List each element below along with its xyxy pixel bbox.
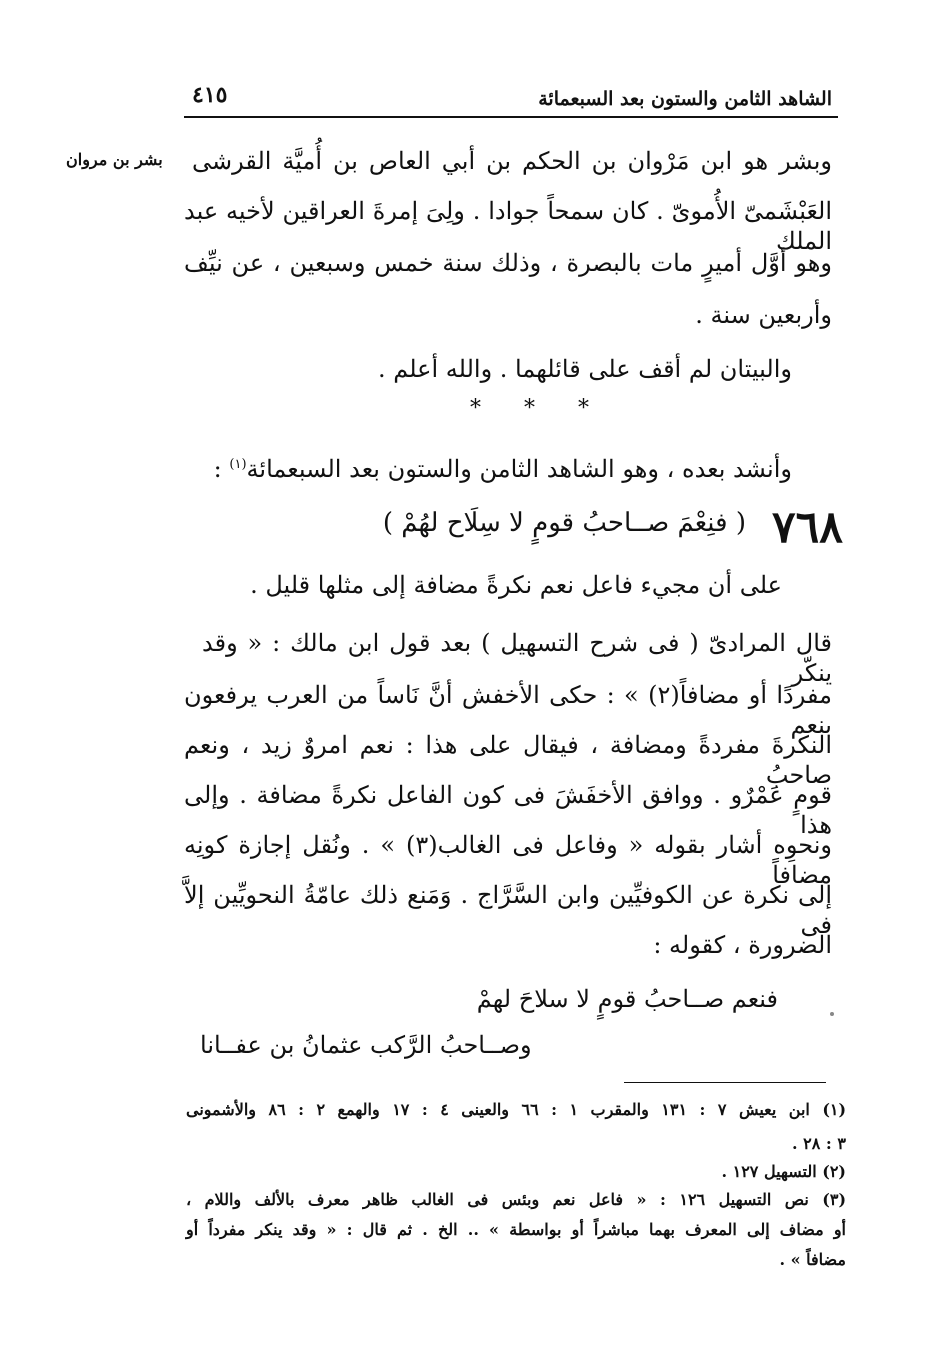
footnote-rule	[624, 1082, 826, 1083]
para4-line-2: مفردًا أو مضافاً(٢) » : حكى الأخفش أنَّ نَاساً من العرب يرفعون بنعم	[184, 681, 832, 739]
verse-text: ( فنِعْمَ صــاحبُ قومٍ لا سِلَاح لهُمْ )	[382, 508, 746, 538]
footnote-1-line-1: (١) ابن يعيش ٧ : ١٣١ والمقرب ١ : ٦٦ والعينى ٤ : ١٧ والهمع ٢ : ٨٦ والأشمونى	[186, 1100, 847, 1119]
margin-note: بشر بن مروان	[66, 150, 163, 169]
intro-colon: :	[213, 455, 222, 483]
intro-text: وأنشد بعده ، وهو الشاهد الثامن والستون بعد السبعمائة	[246, 455, 792, 483]
footnote-mark-1: (١)	[229, 457, 247, 472]
couplet-first-hemistich: فنعم صــاحبُ قومٍ لا سلاحَ لهمْ	[476, 985, 778, 1013]
para3: على أن مجيء فاعل نعم نكرةً مضافة إلى مثلها قليل .	[250, 571, 782, 599]
intro-line	[214, 454, 792, 484]
footnote-3-line-2: أو مضاف إلى المعرف بهما مباشراً أو بواسطة » .. الخ . ثم قال : « وقد ينكر مفرداً أو	[186, 1220, 846, 1239]
page-speck	[830, 1012, 834, 1016]
verse-number: ٧٦٨	[772, 502, 843, 553]
footnote-2: (٢) التسهيل ١٢٧ .	[721, 1162, 846, 1181]
header-rule	[184, 116, 838, 118]
para1-line-4: وأربعين سنة .	[695, 301, 832, 329]
couplet-second-hemistich: وصــاحبُ الرَّكب عثمانُ بن عفــانا	[200, 1031, 532, 1059]
para4-line-6: إلى نكرة عن الكوفيِّين وابن السَّرَّاج . وَمَنع ذلك عامّةُ النحويِّين إلاَّ فى	[184, 881, 832, 939]
para1-line-2: العَبْشَمىّ الأُموىّ . كان سمحاً جوادا . ولِىَ إمرةَ العراقين لأخيه عبد الملك	[184, 197, 832, 255]
running-header-title: الشاهد الثامن والستون بعد السبعمائة	[538, 88, 832, 110]
footnote-1-line-2: ٣ : ٢٨ .	[792, 1134, 846, 1153]
footnote-3-line-1: (٣) نص التسهيل ١٢٦ : « فاعل نعم وبئس فى الغالب ظاهر معرف بالألف واللام ،	[186, 1190, 847, 1209]
para4-line-5: ونحوِه أشار بقوله « وفاعل فى الغالب(٣) » . ونُقل إجازة كونِه مضافاً	[184, 831, 832, 889]
para4-line-7: الضرورة ، كقوله :	[653, 931, 832, 959]
para2: والبيتان لم أقف على قائلهما . والله أعلم .	[377, 355, 792, 383]
para4-line-4: قومٍ عَمْرٌو . ووافق الأخفَشَ فى كون الفاعل نكرةً مضافة . وإلى هذا	[184, 781, 832, 839]
page-number: ٤١٥	[192, 82, 228, 108]
section-separator: * * *	[470, 396, 607, 421]
para4-line-3: النكرةَ مفردةً ومضافة ، فيقال على هذا : نعم امروٌ زيد ، ونعم صاحبُ	[184, 731, 832, 789]
para4-line-1: قال المرادىّ ( فى شرح التسهيل ) بعد قول ابن مالك : « وقد ينكّر	[202, 629, 832, 687]
para1-line-3: وهو أوَّل أميرٍ مات بالبصرة ، وذلك سنة خمس وسبعين ، عن نيِّف	[184, 249, 832, 277]
footnote-3-line-3: مضافاً » .	[779, 1250, 846, 1269]
para1-line-1: وبشر هو ابن مَرْوان بن الحكم بن أبي العاص بن أُميَّة القرشى	[192, 147, 832, 175]
